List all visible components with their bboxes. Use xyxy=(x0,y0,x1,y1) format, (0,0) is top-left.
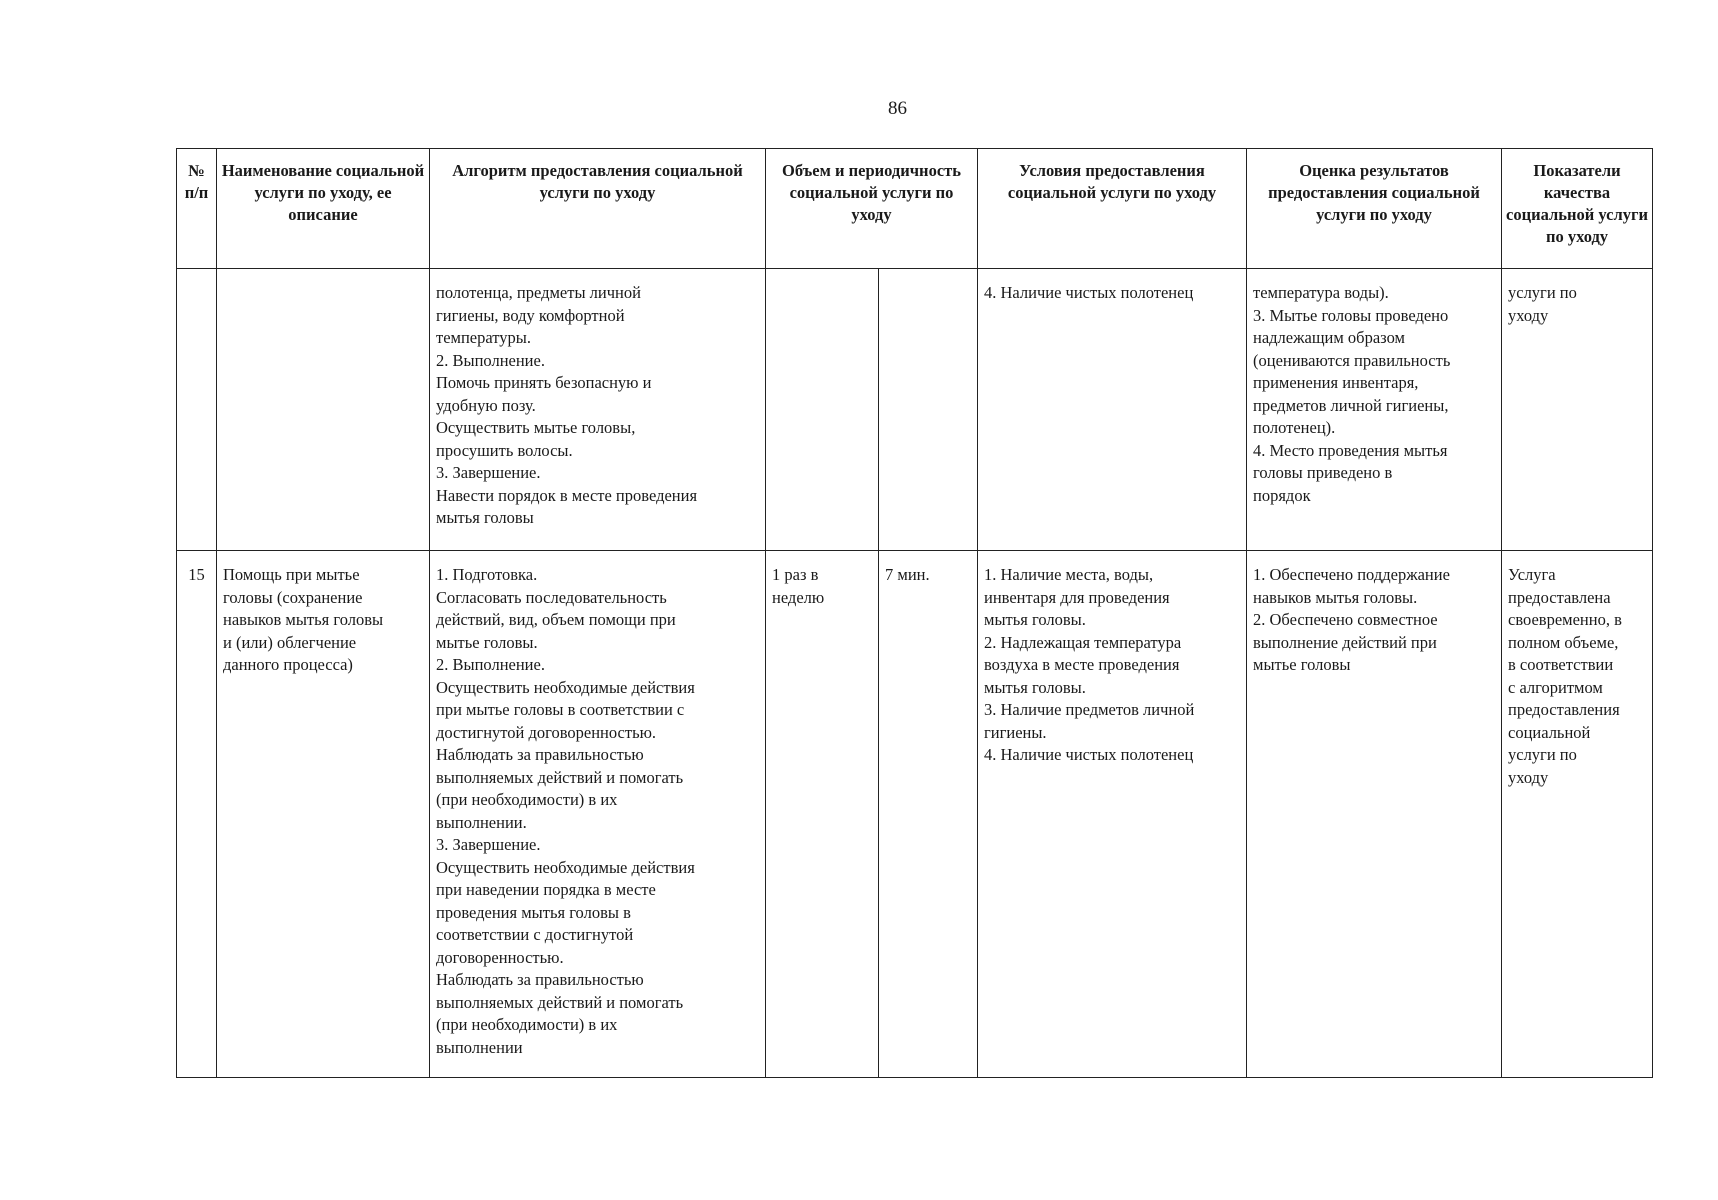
text-line: 3. Мытье головы проведено xyxy=(1253,305,1449,325)
text-line: полотенец). xyxy=(1253,418,1336,437)
text-line: Наблюдать за правильностью xyxy=(436,745,644,764)
text-line: выполнение действий при xyxy=(1253,632,1437,652)
cell-algorithm xyxy=(430,269,766,551)
text-line: при наведении порядка в месте xyxy=(436,880,656,899)
text-line: 2. Выполнение. xyxy=(436,655,545,674)
cell-periodicity xyxy=(766,551,879,1078)
text-line: Согласовать последовательность xyxy=(436,587,667,607)
text-line: в соответствии xyxy=(1508,655,1614,674)
text-line: полном объеме, xyxy=(1508,632,1619,652)
text-line: температуры. xyxy=(436,328,531,347)
page-number: 86 xyxy=(888,98,907,119)
header-num: № п/п xyxy=(177,149,217,269)
text-line: надлежащим образом xyxy=(1253,328,1405,347)
text-line: 1. Подготовка. xyxy=(436,565,538,584)
text-line: мытье головы. xyxy=(436,632,538,652)
text-line: Навести порядок в месте проведения xyxy=(436,485,698,505)
cell-name xyxy=(217,269,430,551)
cell-duration xyxy=(879,269,978,551)
text-line: выполнении xyxy=(436,1037,523,1057)
text-line: с алгоритмом xyxy=(1508,677,1603,697)
text-line: удобную позу. xyxy=(436,395,536,415)
text-line: своевременно, в xyxy=(1508,610,1622,629)
header-quality: Показатели качества социальной услуги по уходу xyxy=(1502,149,1653,269)
header-volume: Объем и периодичность социальной услуги по уходу xyxy=(766,149,978,269)
cell-evaluation xyxy=(1247,269,1502,551)
text-line: 1. Наличие места, воды, xyxy=(984,565,1154,584)
text-line: Осуществить необходимые действия xyxy=(436,677,695,697)
text-line: 1. Обеспечено поддержание xyxy=(1253,565,1450,584)
text-line: услуги по xyxy=(1508,283,1577,302)
text-line: гигиены, воду комфортной xyxy=(436,305,625,325)
text-line: 4. Место проведения мытья xyxy=(1253,440,1448,460)
header-name: Наименование социальной услуги по уходу, ее описание xyxy=(217,149,430,269)
header-algorithm: Алгоритм предоставления социальной услуги по уходу xyxy=(430,149,766,269)
text-line: 7 мин. xyxy=(885,565,930,584)
text-line: договоренностью. xyxy=(436,947,564,967)
text-line: социальной xyxy=(1508,722,1591,742)
text-line: Помочь принять безопасную и xyxy=(436,373,652,392)
cell-duration xyxy=(879,551,978,1078)
text-line: предметов личной гигиены, xyxy=(1253,395,1449,415)
services-table xyxy=(176,148,1653,1078)
text-line: 3. Завершение. xyxy=(436,463,541,482)
table-row-15 xyxy=(177,551,1653,1078)
text-line: навыков мытья головы xyxy=(223,610,384,629)
text-line: 4. Наличие чистых полотенец xyxy=(984,283,1194,302)
text-line: 1 раз в xyxy=(772,565,819,584)
text-line: навыков мытья головы. xyxy=(1253,587,1418,607)
text-line: (при необходимости) в их xyxy=(436,790,618,809)
text-line: мытья головы. xyxy=(984,677,1086,697)
text-line: мытья головы xyxy=(436,508,534,527)
table-header-row xyxy=(177,149,1653,269)
text-line: услуги по xyxy=(1508,745,1577,764)
cell-name xyxy=(217,551,430,1078)
text-line: действий, вид, объем помощи при xyxy=(436,610,676,629)
text-line: применения инвентаря, xyxy=(1253,373,1419,392)
text-line: Услуга xyxy=(1508,565,1556,584)
text-line: 4. Наличие чистых полотенец xyxy=(984,745,1194,764)
text-line: Осуществить мытье головы, xyxy=(436,418,636,437)
text-line: выполнении. xyxy=(436,812,527,832)
cell-conditions xyxy=(978,269,1247,551)
cell-quality xyxy=(1502,551,1653,1078)
text-line: мытье головы xyxy=(1253,655,1351,674)
text-line: проведения мытья головы в xyxy=(436,902,631,922)
text-line: данного процесса) xyxy=(223,655,353,674)
table-row-continuation xyxy=(177,269,1653,551)
text-line: мытья головы. xyxy=(984,610,1086,629)
cell-conditions xyxy=(978,551,1247,1078)
cell-quality xyxy=(1502,269,1653,551)
text-line: (при необходимости) в их xyxy=(436,1015,618,1034)
text-line: выполняемых действий и помогать xyxy=(436,767,684,787)
text-line: 2. Выполнение. xyxy=(436,350,545,370)
text-line: неделю xyxy=(772,587,825,607)
cell-periodicity xyxy=(766,269,879,551)
text-line: выполняемых действий и помогать xyxy=(436,992,684,1012)
text-line: головы (сохранение xyxy=(223,587,363,607)
text-line: и (или) облегчение xyxy=(223,632,357,652)
text-line: уходу xyxy=(1508,767,1549,787)
cell-algorithm xyxy=(430,551,766,1078)
text-line: полотенца, предметы личной xyxy=(436,283,641,302)
cell-evaluation xyxy=(1247,551,1502,1078)
text-line: инвентаря для проведения xyxy=(984,587,1170,607)
text-line: гигиены. xyxy=(984,722,1047,742)
text-line: предоставления xyxy=(1508,700,1620,719)
text-line: 3. Завершение. xyxy=(436,835,541,854)
text-line: Осуществить необходимые действия xyxy=(436,857,695,877)
text-line: температура воды). xyxy=(1253,283,1389,302)
text-line: головы приведено в xyxy=(1253,463,1393,482)
text-line: 3. Наличие предметов личной xyxy=(984,700,1195,719)
text-line: порядок xyxy=(1253,485,1311,505)
text-line: Наблюдать за правильностью xyxy=(436,970,644,989)
text-line: уходу xyxy=(1508,305,1549,325)
text-line: воздуха в месте проведения xyxy=(984,655,1180,674)
text-line: просушить волосы. xyxy=(436,440,573,460)
text-line: 2. Надлежащая температура xyxy=(984,632,1182,652)
text-line: (оцениваются правильность xyxy=(1253,350,1451,370)
text-line: достигнутой договоренностью. xyxy=(436,722,657,742)
text-line: Помощь при мытье xyxy=(223,565,360,584)
text-line: 2. Обеспечено совместное xyxy=(1253,610,1438,629)
header-conditions: Условия предоставления социальной услуги по уходу xyxy=(978,149,1247,269)
text-line: при мытье головы в соответствии с xyxy=(436,700,685,719)
cell-num: 15 xyxy=(177,551,217,1078)
text-line: предоставлена xyxy=(1508,587,1611,607)
cell-num xyxy=(177,269,217,551)
text-line: соответствии с достигнутой xyxy=(436,925,634,944)
header-evaluation: Оценка результатов предоставления социальной услуги по уходу xyxy=(1247,149,1502,269)
